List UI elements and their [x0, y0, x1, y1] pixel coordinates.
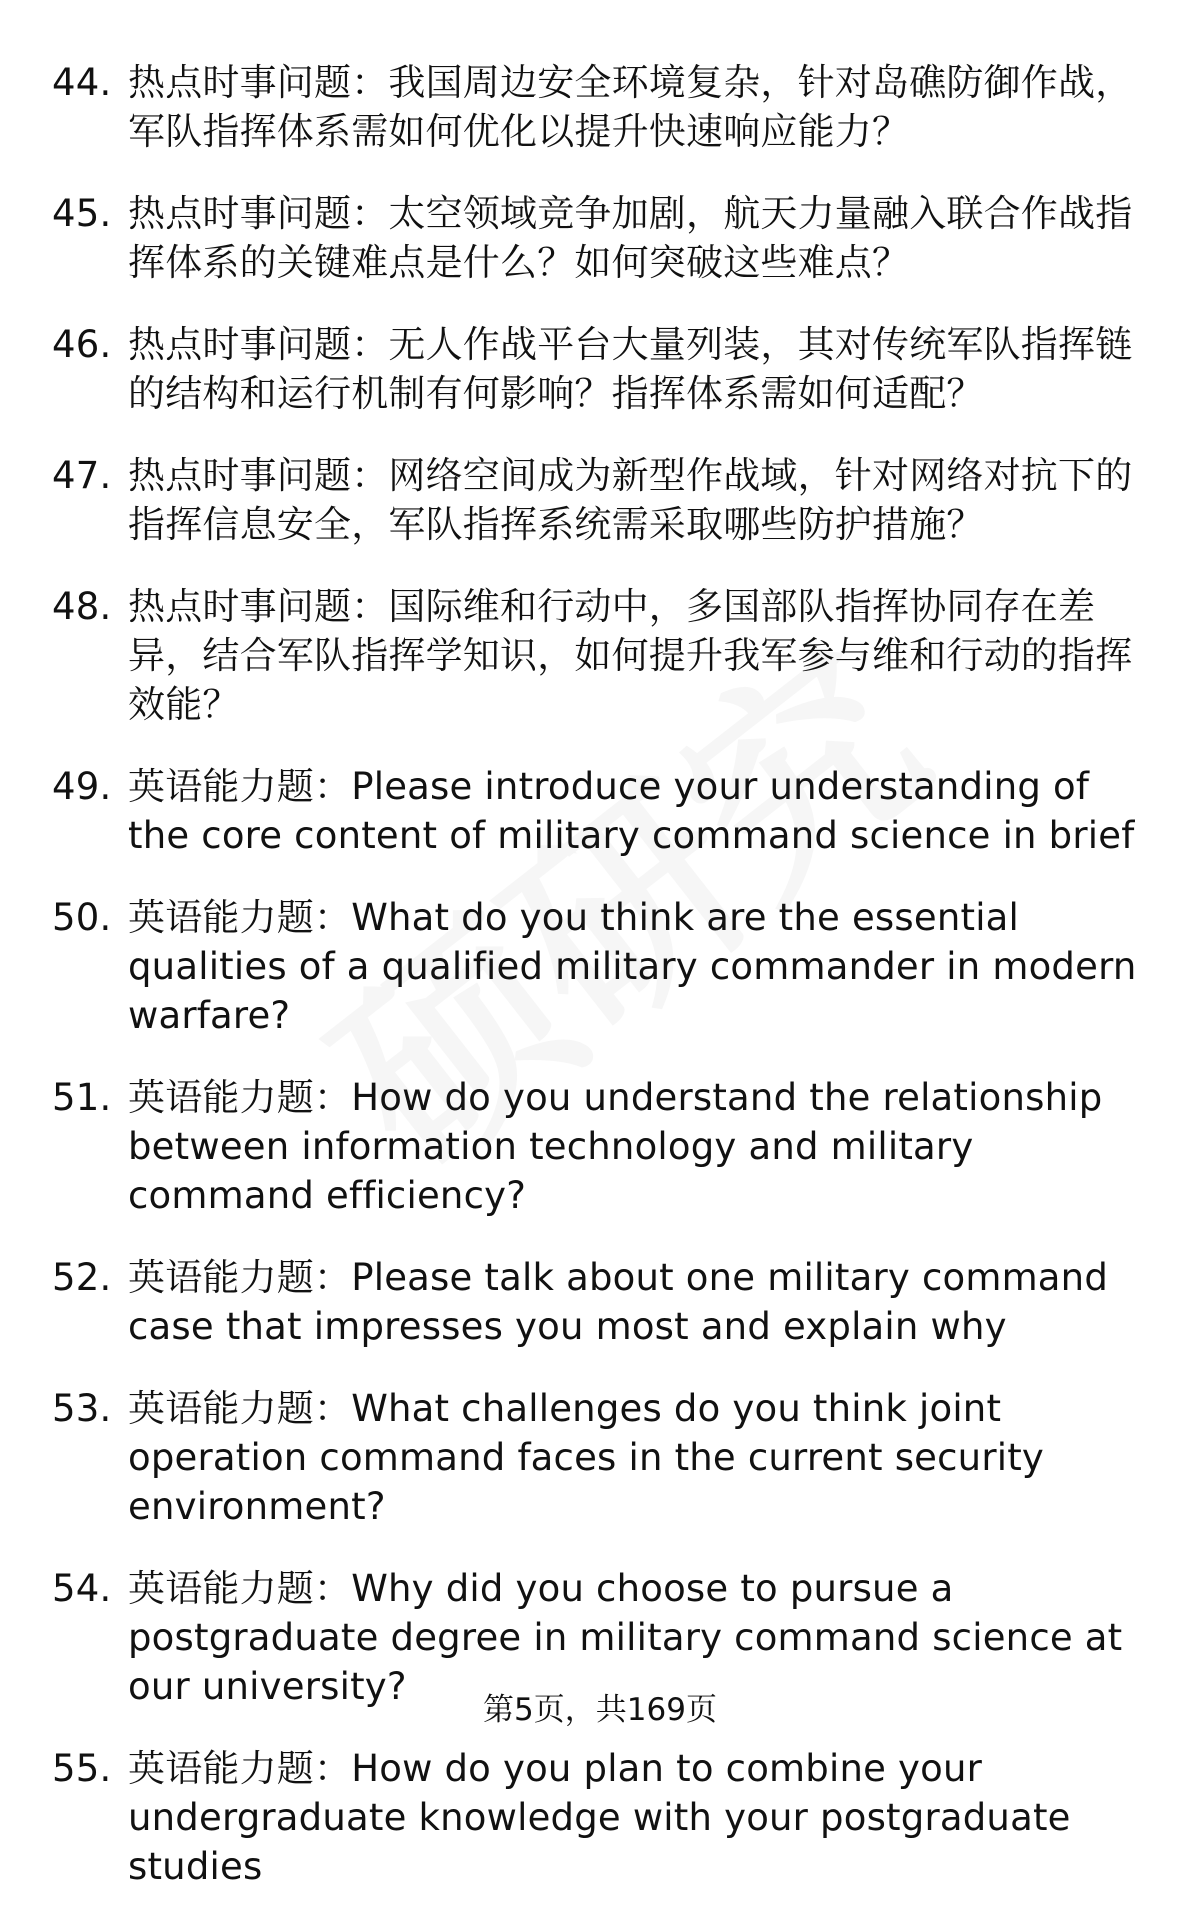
- question-number: 51.: [52, 1076, 112, 1119]
- question-number: 55.: [52, 1747, 112, 1790]
- question-text: Please talk about one military command case that impresses you most and explain why: [128, 1256, 1109, 1348]
- question-category: 热点时事问题：: [128, 454, 389, 497]
- question-item-45: [0, 189, 1200, 287]
- question-category: 英语能力题：: [128, 1387, 352, 1430]
- question-number: 53.: [52, 1387, 112, 1430]
- question-text: 我国周边安全环境复杂，针对岛礁防御作战，军队指挥体系需如何优化以提升快速响应能力？: [128, 61, 1133, 153]
- question-number: 45.: [52, 192, 112, 235]
- question-category: 英语能力题：: [128, 896, 352, 939]
- question-text: 网络空间成为新型作战域，针对网络对抗下的指挥信息安全，军队指挥系统需采取哪些防护措施？: [128, 454, 1133, 546]
- question-item-48: [0, 582, 1200, 729]
- question-category: 英语能力题：: [128, 1567, 352, 1610]
- question-number: 52.: [52, 1256, 112, 1299]
- question-item-53: [0, 1384, 1200, 1531]
- question-item-49: [0, 762, 1200, 860]
- question-text: 太空领域竞争加剧，航天力量融入联合作战指挥体系的关键难点是什么？如何突破这些难点？: [128, 192, 1133, 284]
- question-text: How do you understand the relationship between information technology and military command efficiency?: [128, 1076, 1103, 1217]
- question-number: 47.: [52, 454, 112, 497]
- question-item-50: [0, 893, 1200, 1040]
- question-number: 44.: [52, 61, 112, 104]
- question-item-52: [0, 1253, 1200, 1351]
- question-number: 48.: [52, 585, 112, 628]
- page-footer: [0, 1690, 1200, 1730]
- question-text: What challenges do you think joint operation command faces in the current security environment?: [128, 1387, 1045, 1528]
- question-text: Please introduce your understanding of the core content of military command science in brief: [128, 765, 1135, 857]
- question-text: 无人作战平台大量列装，其对传统军队指挥链的结构和运行机制有何影响？指挥体系需如何适配？: [128, 323, 1133, 415]
- question-item-54: [0, 1564, 1200, 1711]
- question-item-44: [0, 58, 1200, 156]
- question-item-46: [0, 320, 1200, 418]
- page-number-label: 第5页，共169页: [483, 1692, 717, 1728]
- question-category: 英语能力题：: [128, 1076, 352, 1119]
- question-text: How do you plan to combine your undergraduate knowledge with your postgraduate studies: [128, 1747, 1071, 1888]
- question-category: 英语能力题：: [128, 1256, 352, 1299]
- question-category: 英语能力题：: [128, 1747, 352, 1790]
- question-category: 热点时事问题：: [128, 61, 389, 104]
- question-category: 热点时事问题：: [128, 192, 389, 235]
- question-text: What do you think are the essential qualities of a qualified military commander in modern warfare?: [128, 896, 1137, 1037]
- question-category: 英语能力题：: [128, 765, 352, 808]
- question-item-51: [0, 1073, 1200, 1220]
- question-item-55: [0, 1744, 1200, 1891]
- question-text: Why did you choose to pursue a postgraduate degree in military command science at our university?: [128, 1567, 1123, 1708]
- question-text: 国际维和行动中，多国部队指挥协同存在差异，结合军队指挥学知识，如何提升我军参与维和行动的指挥效能？: [128, 585, 1133, 726]
- question-item-47: [0, 451, 1200, 549]
- question-category: 热点时事问题：: [128, 585, 389, 628]
- question-list: [0, 58, 1200, 1924]
- question-number: 54.: [52, 1567, 112, 1610]
- question-number: 49.: [52, 765, 112, 808]
- question-number: 50.: [52, 896, 112, 939]
- question-category: 热点时事问题：: [128, 323, 389, 366]
- question-number: 46.: [52, 323, 112, 366]
